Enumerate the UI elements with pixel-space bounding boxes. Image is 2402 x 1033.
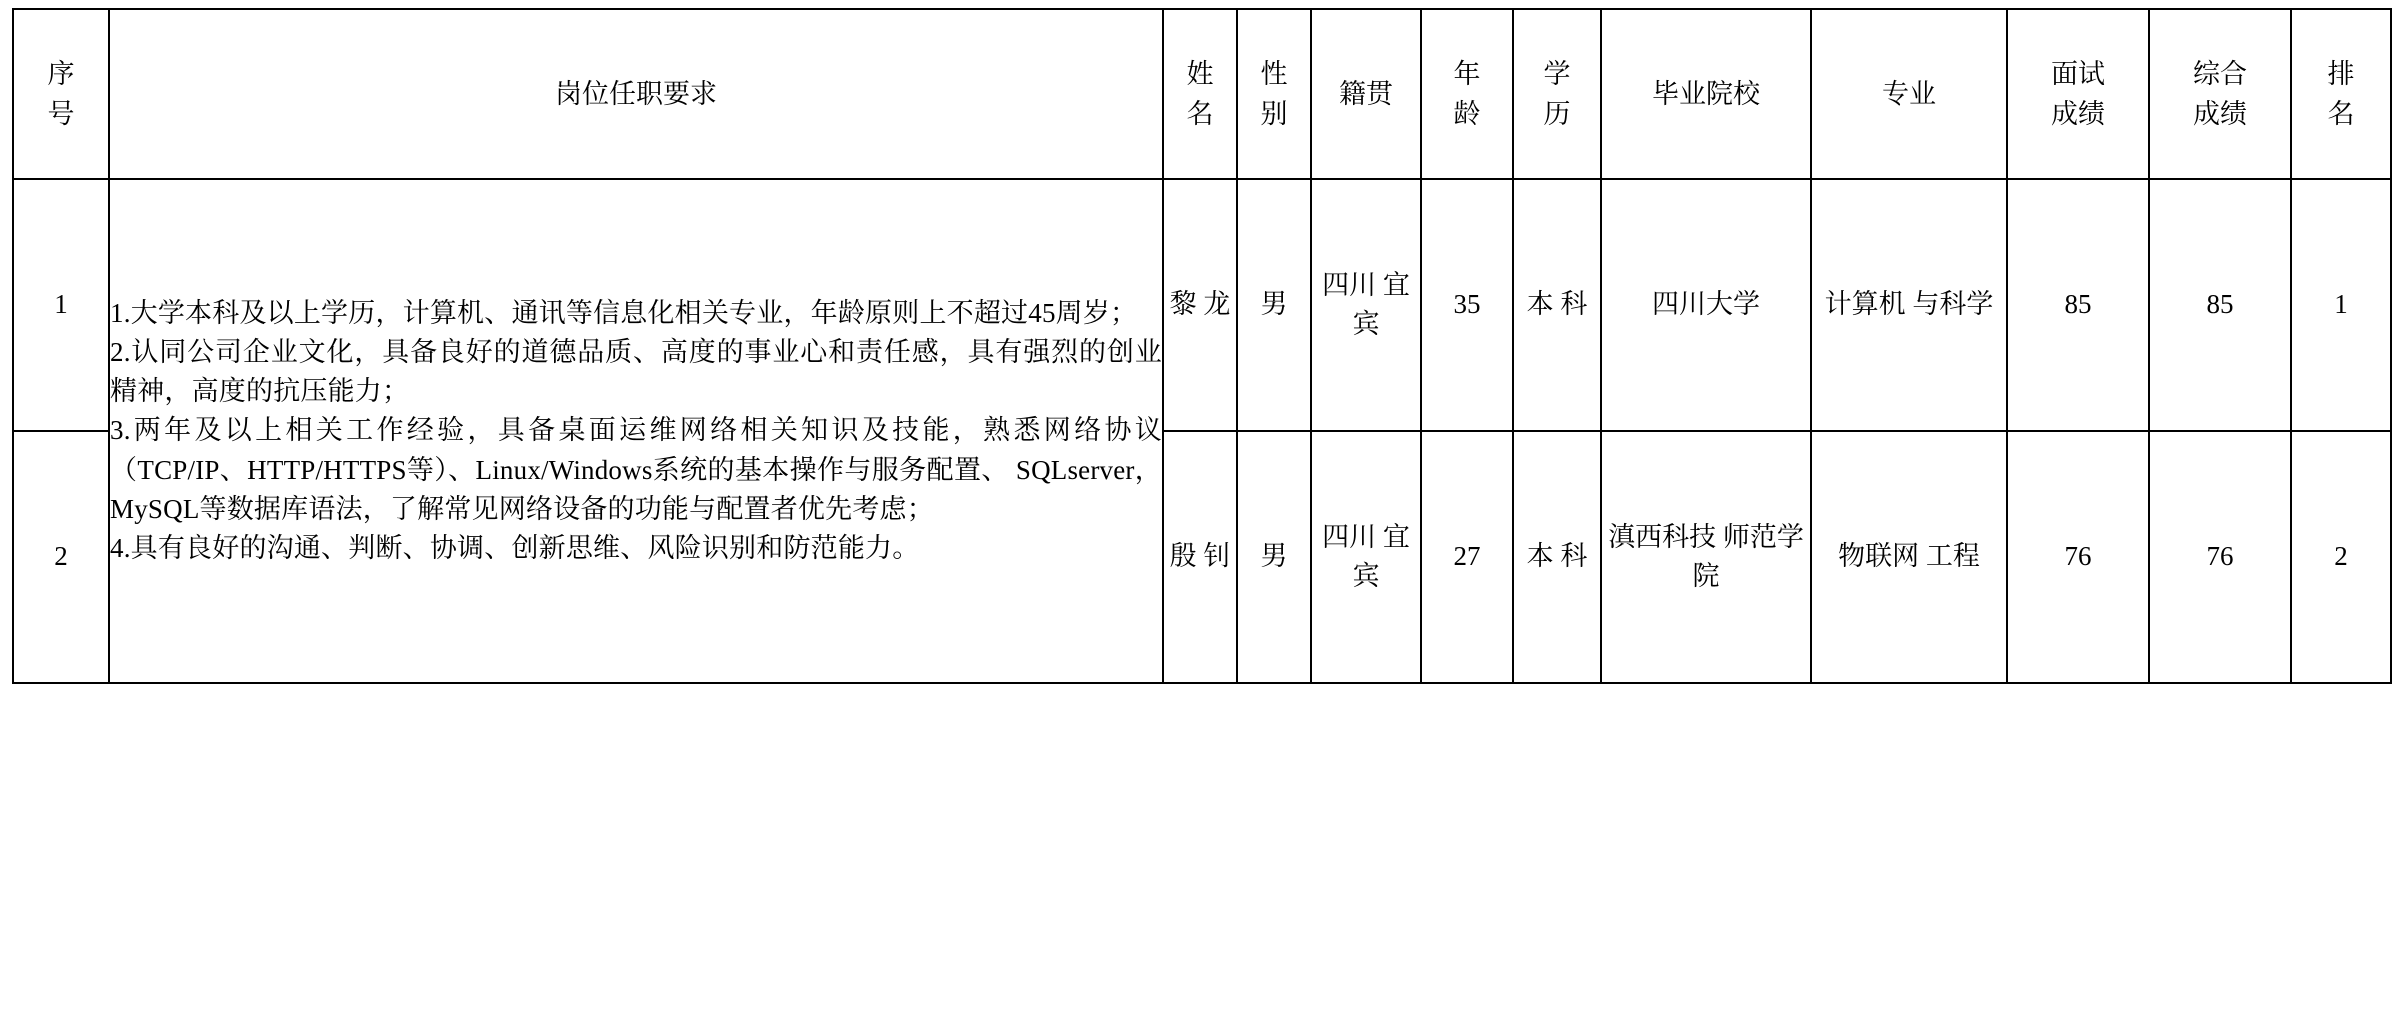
header-cell-overall-score bbox=[2149, 9, 2291, 179]
cell-rank: 2 bbox=[2291, 431, 2391, 683]
header-education-line2: 历 bbox=[1543, 99, 1571, 129]
school-line1: 滇西科技 bbox=[1608, 521, 1717, 552]
education-line2: 科 bbox=[1560, 289, 1588, 320]
header-cell-name bbox=[1163, 9, 1237, 179]
name-line1: 殷 bbox=[1169, 541, 1197, 572]
header-major-label: 专业 bbox=[1882, 78, 1936, 109]
header-cell-requirements bbox=[109, 9, 1163, 179]
cell-seq: 1 bbox=[13, 179, 109, 431]
education-line2: 科 bbox=[1560, 541, 1588, 572]
header-gender-line2: 别 bbox=[1260, 99, 1288, 129]
header-cell-education bbox=[1513, 9, 1601, 179]
header-interview-score-line1: 面试 bbox=[2051, 58, 2105, 89]
header-cell-gender bbox=[1237, 9, 1311, 179]
table-row bbox=[13, 179, 2391, 431]
header-age-line2: 龄 bbox=[1453, 99, 1481, 129]
major-line2: 与科学 bbox=[1912, 289, 1994, 320]
header-seq-line1: 序 bbox=[47, 58, 75, 89]
school-line1: 四川大学 bbox=[1652, 289, 1760, 320]
education-line1: 本 bbox=[1526, 541, 1554, 572]
cell-education bbox=[1513, 431, 1601, 683]
header-age-line1: 年 bbox=[1453, 58, 1481, 89]
cell-major bbox=[1811, 179, 2007, 431]
native-place-line2: 宜宾 bbox=[1352, 521, 1410, 591]
native-place-line2: 宜宾 bbox=[1352, 269, 1410, 339]
major-line1: 计算机 bbox=[1824, 289, 1906, 320]
requirement-item-4: 4.具有良好的沟通、判断、协调、创新思维、风险识别和防范能力。 bbox=[110, 532, 920, 563]
header-name-line1: 姓 bbox=[1186, 58, 1214, 89]
requirement-item-1: 1.大学本科及以上学历，计算机、通讯等信息化相关专业，年龄原则上不超过45周岁； bbox=[110, 298, 1138, 328]
cell-school bbox=[1601, 179, 1811, 431]
native-place-line1: 四川 bbox=[1322, 269, 1377, 300]
header-native-place-label: 籍贯 bbox=[1339, 78, 1393, 109]
cell-gender: 男 bbox=[1237, 431, 1311, 683]
header-rank-line2: 名 bbox=[2327, 99, 2355, 129]
header-cell-school bbox=[1601, 9, 1811, 179]
cell-age: 27 bbox=[1421, 431, 1513, 683]
header-school-label: 毕业院校 bbox=[1652, 78, 1760, 109]
cell-interview-score: 85 bbox=[2007, 179, 2149, 431]
header-cell-age bbox=[1421, 9, 1513, 179]
header-interview-score-line2: 成绩 bbox=[2051, 99, 2105, 129]
header-cell-rank bbox=[2291, 9, 2391, 179]
major-line1: 物联网 bbox=[1838, 541, 1920, 572]
header-cell-seq bbox=[13, 9, 109, 179]
applicant-evaluation-table bbox=[12, 8, 2392, 684]
cell-school bbox=[1601, 431, 1811, 683]
name-line2: 钊 bbox=[1203, 541, 1231, 572]
cell-gender: 男 bbox=[1237, 179, 1311, 431]
cell-name bbox=[1163, 431, 1237, 683]
cell-seq: 2 bbox=[13, 431, 109, 683]
requirement-item-2: 2.认同公司企业文化，具备良好的道德品质、高度的事业心和责任感，具有强烈的创业精神，高度的抗压能力； bbox=[110, 337, 1162, 407]
cell-overall-score: 85 bbox=[2149, 179, 2291, 431]
native-place-line1: 四川 bbox=[1322, 521, 1377, 552]
cell-age: 35 bbox=[1421, 179, 1513, 431]
header-gender-line1: 性 bbox=[1260, 58, 1288, 89]
header-cell-native-place bbox=[1311, 9, 1421, 179]
header-overall-score-line1: 综合 bbox=[2193, 58, 2247, 89]
header-cell-major bbox=[1811, 9, 2007, 179]
header-overall-score-line2: 成绩 bbox=[2193, 99, 2247, 129]
header-name-line2: 名 bbox=[1186, 99, 1214, 129]
cell-overall-score: 76 bbox=[2149, 431, 2291, 683]
header-education-line1: 学 bbox=[1543, 58, 1571, 89]
cell-native-place bbox=[1311, 431, 1421, 683]
cell-education bbox=[1513, 179, 1601, 431]
requirement-item-3: 3.两年及以上相关工作经验，具备桌面运维网络相关知识及技能，熟悉网络协议（TCP/IP、HTTP/HTTPS等）、Linux/Windows系统的基本操作与服务配置、 SQLserver，MySQL等数据库语法，了解常见网络设备的功能与配置者优先考虑； bbox=[110, 415, 1162, 524]
name-line1: 黎 bbox=[1169, 289, 1197, 320]
table-header-row bbox=[13, 9, 2391, 179]
cell-major bbox=[1811, 431, 2007, 683]
document-page bbox=[0, 8, 2402, 1033]
name-line2: 龙 bbox=[1203, 289, 1231, 320]
header-requirements-label: 岗位任职要求 bbox=[555, 78, 717, 109]
education-line1: 本 bbox=[1526, 289, 1554, 320]
cell-rank: 1 bbox=[2291, 179, 2391, 431]
header-rank-line1: 排 bbox=[2327, 58, 2355, 89]
school-line2: 师范学院 bbox=[1692, 521, 1804, 591]
cell-native-place bbox=[1311, 179, 1421, 431]
cell-name bbox=[1163, 179, 1237, 431]
cell-interview-score: 76 bbox=[2007, 431, 2149, 683]
header-cell-interview-score bbox=[2007, 9, 2149, 179]
header-seq-line2: 号 bbox=[47, 99, 75, 129]
major-line2: 工程 bbox=[1925, 541, 1980, 572]
cell-requirements bbox=[109, 179, 1163, 683]
